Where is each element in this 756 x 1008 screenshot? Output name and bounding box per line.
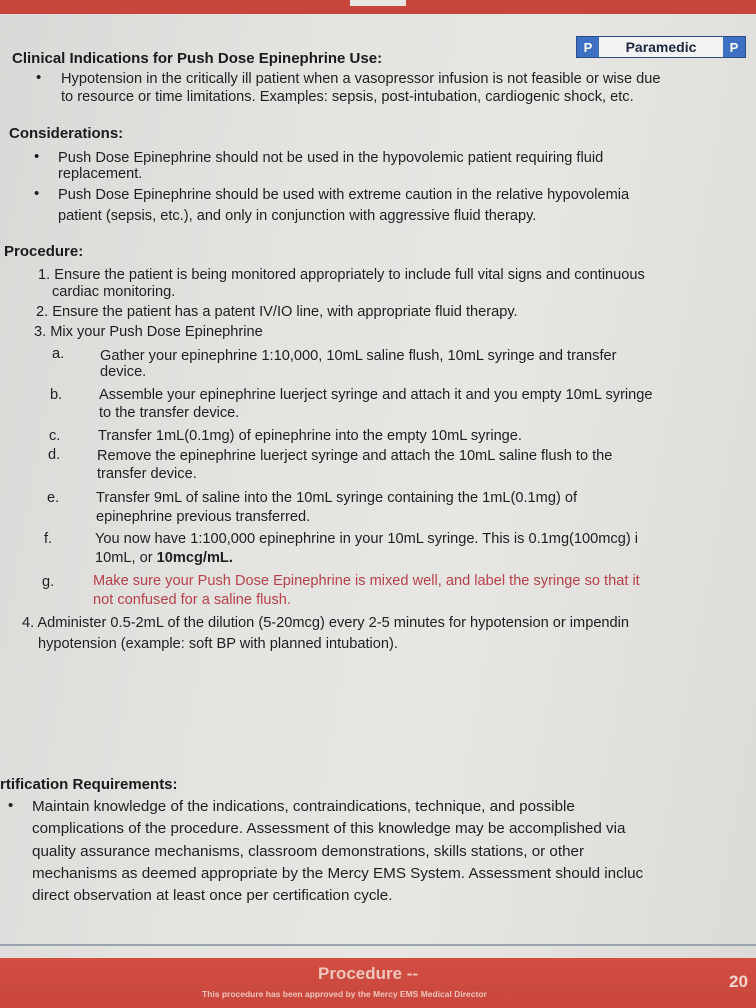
certification-heading: rtification Requirements: [0,776,178,793]
considerations-line: replacement. [58,166,143,182]
top-color-bar [0,0,756,14]
bullet-dot: • [34,185,40,202]
footer-title: Procedure -- [318,964,419,983]
substep-line: Transfer 9mL of saline into the 10mL syringe containing the 1mL(0.1mg) of [96,490,578,506]
substep-label: b. [50,387,63,403]
substep-line: You now have 1:100,000 epinephrine in your 10mL syringe. This is 0.1mg(100mcg) i [95,531,638,547]
substep-label: d. [48,447,61,463]
footer-bar [0,958,756,1008]
substep-line: Remove the epinephrine luerject syringe and attach the 10mL saline flush to the [97,448,613,464]
substep-line: device. [100,364,147,380]
procedure-heading: Procedure: [4,243,84,260]
substep-line: Transfer 1mL(0.1mg) of epinephrine into the empty 10mL syringe. [98,428,522,444]
substep-line: transfer device. [97,466,197,482]
procedure-step: cardiac monitoring. [52,284,176,300]
substep-label: e. [47,490,60,506]
substep-line: epinephrine previous transferred. [96,509,311,525]
considerations-heading: Considerations: [9,125,124,142]
badge-label: Paramedic [625,39,697,55]
considerations-line: patient (sepsis, etc.), and only in conjunction with aggressive fluid therapy. [58,208,537,224]
warning-line: Make sure your Push Dose Epinephrine is mixed well, and label the syringe so that it [93,573,640,589]
clinical-bullet-line: to resource or time limitations. Examples: sepsis, post-intubation, cardiogenic shock, etc. [61,89,634,105]
page-number: 20 [729,972,748,991]
badge-right-p: P [723,37,745,57]
substep-label: a. [52,346,65,362]
clinical-heading: Clinical Indications for Push Dose Epinephrine Use: [12,50,383,67]
certification-line: direct observation at least once per certification cycle. [32,887,393,904]
substep-text: 10mL, or [95,550,157,566]
substep-label: f. [44,531,53,547]
level-badge [576,36,746,58]
substep-line: to the transfer device. [99,405,240,421]
substep-line: Assemble your epinephrine luerject syringe and attach it and you empty 10mL syringe [99,387,653,403]
procedure-step: hypotension (example: soft BP with planned intubation). [38,636,398,652]
badge-left-p: P [577,37,599,57]
certification-line: mechanisms as deemed appropriate by the Mercy EMS System. Assessment should incluc [32,865,644,882]
procedure-step: 3. Mix your Push Dose Epinephrine [34,324,263,340]
clinical-bullet-line: Hypotension in the critically ill patient when a vasopressor infusion is not feasible or wise due [61,71,661,87]
procedure-step: 4. Administer 0.5-2mL of the dilution (5-20mcg) every 2-5 minutes for hypotension or impendin [22,615,630,631]
footer-approval-note: This procedure has been approved by the Mercy EMS Medical Director [202,989,487,999]
considerations-line: Push Dose Epinephrine should not be used in the hypovolemic patient requiring fluid [58,150,604,166]
bullet-dot: • [8,797,14,814]
substep-label: g. [42,574,55,590]
footer-divider [0,944,756,946]
certification-line: complications of the procedure. Assessment of this knowledge may be accomplished via [32,820,626,837]
substep-line: Gather your epinephrine 1:10,000, 10mL saline flush, 10mL syringe and transfer [100,348,617,364]
certification-line: quality assurance mechanisms, classroom demonstrations, skills stations, or other [32,843,585,860]
substep-label: c. [49,428,61,444]
certification-line: Maintain knowledge of the indications, contraindications, technique, and possible [32,798,575,815]
concentration-text: 10mcg/mL. [156,550,233,566]
considerations-line: Push Dose Epinephrine should be used with extreme caution in the relative hypovolemia [58,187,630,203]
substep-line [95,549,233,567]
bullet-dot: • [36,69,42,86]
bullet-dot: • [34,148,40,165]
procedure-step: 1. Ensure the patient is being monitored appropriately to include full vital signs and continuous [38,267,645,283]
warning-line: not confused for a saline flush. [93,592,291,608]
procedure-step: 2. Ensure the patient has a patent IV/IO line, with appropriate fluid therapy. [36,304,518,320]
